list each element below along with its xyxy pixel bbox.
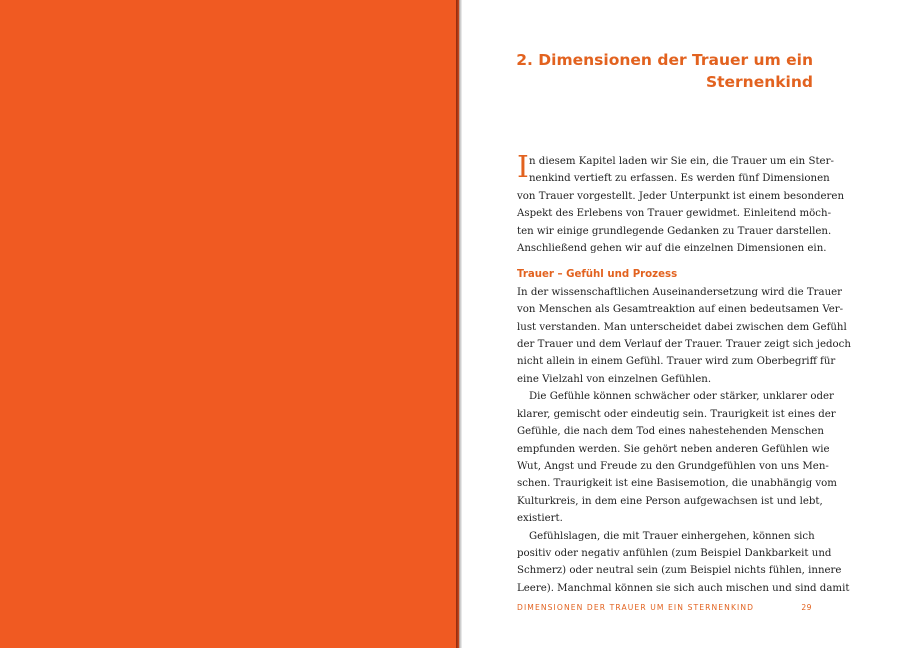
paragraph-line: Schmerz) oder neutral sein (zum Beispiel nichts fühlen, innere bbox=[517, 565, 842, 577]
chapter-title bbox=[493, 49, 813, 93]
paragraph-2 bbox=[517, 388, 837, 527]
intro-line: nenkind vertieft zu erfassen. Es werden fünf Dimensionen bbox=[529, 173, 830, 185]
paragraph-line: eine Vielzahl von einzelnen Gefühlen. bbox=[517, 373, 712, 385]
paragraph-line: nicht allein in einem Gefühl. Trauer wird zum Oberbegriff für bbox=[517, 356, 836, 368]
intro-paragraph bbox=[517, 150, 845, 257]
intro-line: n diesem Kapitel laden wir Sie ein, die Trauer um ein Ster- bbox=[529, 156, 834, 167]
paragraph-line: In der wissenschaftlichen Auseinandersetzung wird die Trauer bbox=[517, 286, 843, 298]
paragraph-3 bbox=[517, 528, 850, 598]
chapter-title-line-2: Sternenkind bbox=[705, 73, 813, 91]
paragraph-line: lust verstanden. Man unterscheidet dabei zwischen dem Gefühl bbox=[517, 321, 847, 333]
page-number: 29 bbox=[801, 603, 812, 612]
right-page bbox=[462, 0, 916, 648]
intro-line: ten wir einige grundlegende Gedanken zu Trauer darstellen. bbox=[517, 225, 832, 237]
paragraph-line: der Trauer und dem Verlauf der Trauer. Trauer zeigt sich jedoch bbox=[517, 339, 851, 351]
left-page-orange bbox=[0, 0, 456, 648]
section-heading: Trauer – Gefühl und Prozess bbox=[517, 269, 678, 281]
intro-line: von Trauer vorgestellt. Jeder Unterpunkt ist einem besonderen bbox=[517, 190, 845, 202]
paragraph-line: Gefühle, die nach dem Tod eines nahestehenden Menschen bbox=[517, 426, 824, 438]
drop-cap: I bbox=[517, 150, 529, 185]
chapter-title-line-1: 2. Dimensionen der Trauer um ein bbox=[516, 51, 813, 69]
paragraph-line: von Menschen als Gesamtreaktion auf einen bedeutsamen Ver- bbox=[517, 304, 844, 316]
intro-line: Aspekt des Erlebens von Trauer gewidmet. Einleitend möch- bbox=[517, 208, 832, 220]
paragraph-line: existiert. bbox=[517, 513, 563, 525]
intro-line: Anschließend gehen wir auf die einzelnen Dimensionen ein. bbox=[517, 243, 827, 255]
paragraph-1 bbox=[517, 284, 851, 388]
paragraph-line: Leere). Manchmal können sie sich auch mischen und sind damit bbox=[517, 582, 850, 594]
paragraph-line: Die Gefühle können schwächer oder stärker, unklarer oder bbox=[529, 391, 834, 403]
paragraph-line: Wut, Angst und Freude zu den Grundgefühlen von uns Men- bbox=[517, 460, 829, 472]
paragraph-line: klarer, gemischt oder eindeutig sein. Traurigkeit ist eines der bbox=[517, 408, 836, 420]
running-head: DIMENSIONEN DER TRAUER UM EIN STERNENKIND bbox=[517, 603, 755, 612]
paragraph-line: schen. Traurigkeit ist eine Basisemotion, die unabhängig vom bbox=[517, 478, 837, 490]
body-text bbox=[517, 150, 851, 597]
paragraph-line: Kulturkreis, in dem eine Person aufgewachsen ist und lebt, bbox=[517, 495, 823, 507]
paragraph-line: empfunden werden. Sie gehört neben anderen Gefühlen wie bbox=[517, 443, 830, 455]
paragraph-line: positiv oder negativ anfühlen (zum Beispiel Dankbarkeit und bbox=[517, 547, 832, 559]
paragraph-line: Gefühlslagen, die mit Trauer einhergehen, können sich bbox=[529, 530, 815, 542]
